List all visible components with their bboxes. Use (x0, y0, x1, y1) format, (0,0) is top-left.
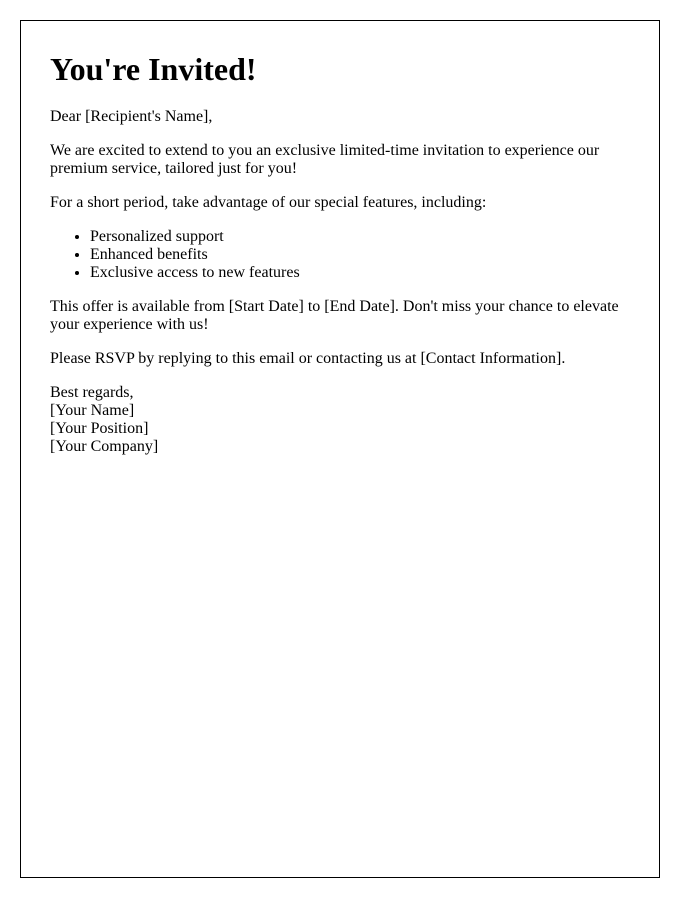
features-intro-paragraph: For a short period, take advantage of our special features, including: (50, 194, 487, 211)
signature-closing: Best regards, (50, 384, 134, 401)
letter-title: You're Invited! (50, 51, 257, 87)
intro-paragraph: We are excited to extend to you an exclusive limited-time invitation to experience our premium service, tailored just for you! (50, 142, 600, 177)
feature-item: • Personalized support (90, 228, 630, 246)
feature-item: • Exclusive access to new features (90, 264, 630, 282)
signature-position: [Your Position] (50, 420, 149, 437)
signature-name: [Your Name] (50, 402, 135, 419)
letter-container (20, 20, 660, 878)
features-list (50, 228, 630, 282)
signature-company: [Your Company] (50, 438, 159, 455)
salutation: Dear [Recipient's Name], (50, 108, 213, 125)
offer-paragraph: This offer is available from [Start Date] to [End Date]. Don't miss your chance to elevate your experience with us! (50, 298, 619, 333)
rsvp-paragraph: Please RSVP by replying to this email or contacting us at [Contact Information]. (50, 350, 566, 367)
feature-item: • Enhanced benefits (90, 246, 630, 264)
signature-block (50, 384, 630, 456)
